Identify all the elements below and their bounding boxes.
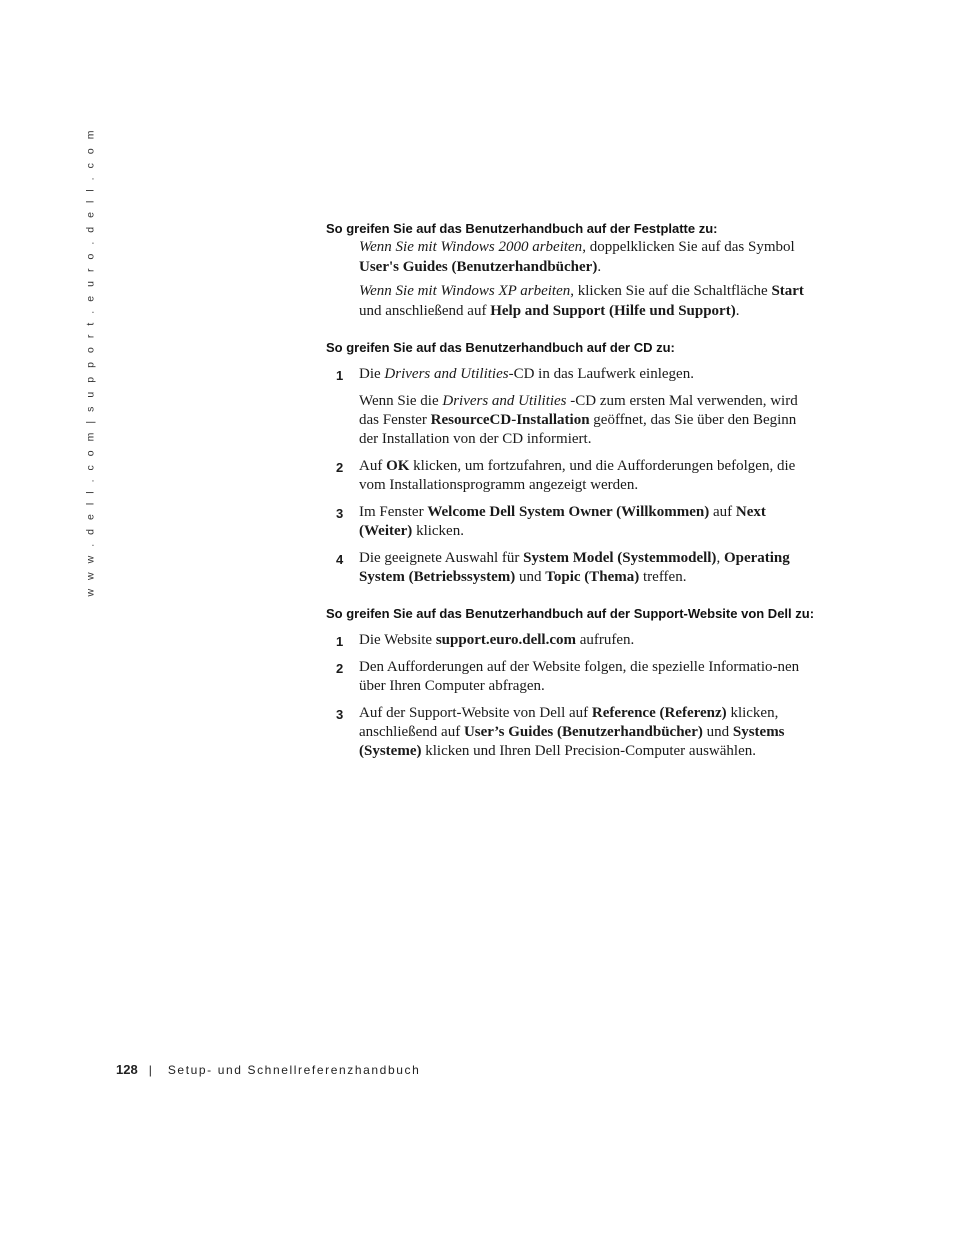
step-number: 3 (336, 506, 344, 521)
step-item (326, 457, 816, 495)
steps-cd (326, 365, 816, 587)
text-run: und (702, 724, 733, 740)
bold-term: Topic (Thema) (545, 569, 640, 585)
italic-term: Wenn Sie mit Windows 2000 arbeiten (359, 239, 583, 255)
step-number: 3 (336, 707, 344, 722)
text-run: Wenn Sie die (359, 393, 443, 409)
bold-term: Reference (Referenz) (591, 705, 727, 721)
page-footer (116, 1062, 420, 1077)
bold-term: Help and Support (Hilfe und Support) (490, 302, 736, 319)
step-text (359, 549, 816, 587)
side-url-margin (84, 127, 98, 597)
side-url-text: w w w . d e l l . c o m | s u p p o r t . e u r o . d e l l . c o m (85, 127, 97, 597)
text-run: Auf (359, 458, 387, 474)
heading-cd: So greifen Sie auf das Benutzerhandbuch auf der CD zu: (326, 340, 675, 355)
text-run: und anschließend auf (359, 302, 491, 319)
text-run: treffen. (639, 569, 687, 585)
step-number: 4 (336, 552, 344, 567)
paragraph-windows-2000 (359, 238, 816, 277)
text-run: -CD in das Laufwerk einlegen. (508, 366, 694, 382)
text-run: klicken, um fortzufahren, und die Aufforderungen befolgen, die vom Installationsprogramm angezeigt werden. (359, 458, 796, 493)
text-run: Auf der Support-Website von Dell auf (359, 705, 592, 721)
step-number: 2 (336, 661, 344, 676)
steps-support-website (326, 631, 816, 761)
bold-term: Systems (Systeme) (359, 724, 785, 759)
paragraph-windows-xp (359, 282, 816, 321)
text-run: , (716, 550, 724, 566)
step-number: 1 (336, 368, 344, 383)
step-item (326, 658, 816, 696)
heading-support-website: So greifen Sie auf das Benutzerhandbuch auf der Support-Website von Dell zu: (326, 606, 815, 621)
text-run: Die geeignete Auswahl für (359, 550, 524, 566)
bold-term: User’s Guides (Benutzerhandbücher) (463, 724, 703, 740)
text-run: Die Website (359, 632, 436, 648)
bold-term: OK (386, 458, 410, 474)
bold-term: Welcome Dell System Owner (Willkommen) (427, 504, 710, 520)
bold-term: User's Guides (Benutzerhandbücher) (359, 258, 598, 275)
step-text (359, 365, 816, 384)
step-text (359, 503, 816, 541)
text-run: . (597, 258, 602, 275)
text-run: geöffnet, das Sie über den Beginn der Installation von der CD informiert. (359, 412, 797, 447)
page-content (326, 219, 816, 769)
text-run: Im Fenster (359, 504, 428, 520)
step-number: 1 (336, 634, 344, 649)
text-run: auf (709, 504, 736, 520)
text-run: . (735, 302, 740, 319)
italic-term: Drivers and Utilities (442, 393, 567, 409)
step-item (326, 365, 816, 449)
step-text (359, 631, 816, 650)
italic-term: Wenn Sie mit Windows XP arbeiten (359, 283, 571, 299)
step-text (359, 658, 816, 696)
step-item (326, 704, 816, 761)
text-run: , klicken Sie auf die Schaltfläche (570, 283, 772, 299)
step-text (359, 704, 816, 761)
step-note (359, 392, 816, 449)
bold-term: support.euro.dell.com (435, 632, 576, 648)
step-item (326, 503, 816, 541)
bold-term: System Model (Systemmodell) (523, 550, 717, 566)
step-text (359, 457, 816, 495)
text-run: , doppelklicken Sie auf das Symbol (582, 239, 795, 255)
text-run: aufrufen. (576, 632, 635, 648)
bold-term: Operating System (Betriebssystem) (359, 550, 790, 585)
text-run: klicken. (412, 523, 464, 539)
bold-term: ResourceCD-Installation (430, 412, 590, 428)
step-item (326, 631, 816, 650)
footer-separator: | (148, 1063, 152, 1077)
page-number: 128 (116, 1062, 138, 1077)
bold-term: Next (Weiter) (359, 504, 766, 539)
text-run: klicken und Ihren Dell Precision-Computer auswählen. (421, 743, 756, 759)
footer-title: Setup- und Schnellreferenzhandbuch (167, 1063, 421, 1077)
bold-term: Start (771, 283, 804, 299)
step-item (326, 549, 816, 587)
text-run: klicken, anschließend auf (359, 705, 779, 740)
text-run: und (515, 569, 546, 585)
heading-festplatte: So greifen Sie auf das Benutzerhandbuch auf der Festplatte zu: (326, 221, 718, 236)
step-number: 2 (336, 460, 344, 475)
text-run: Die (359, 366, 385, 382)
text-run: Den Aufforderungen auf der Website folgen, die spezielle Informatio-nen über Ihren Computer abfragen. (359, 659, 800, 694)
text-run: -CD zum ersten Mal verwenden, wird das Fenster (359, 393, 798, 428)
italic-term: Drivers and Utilities (384, 366, 509, 382)
